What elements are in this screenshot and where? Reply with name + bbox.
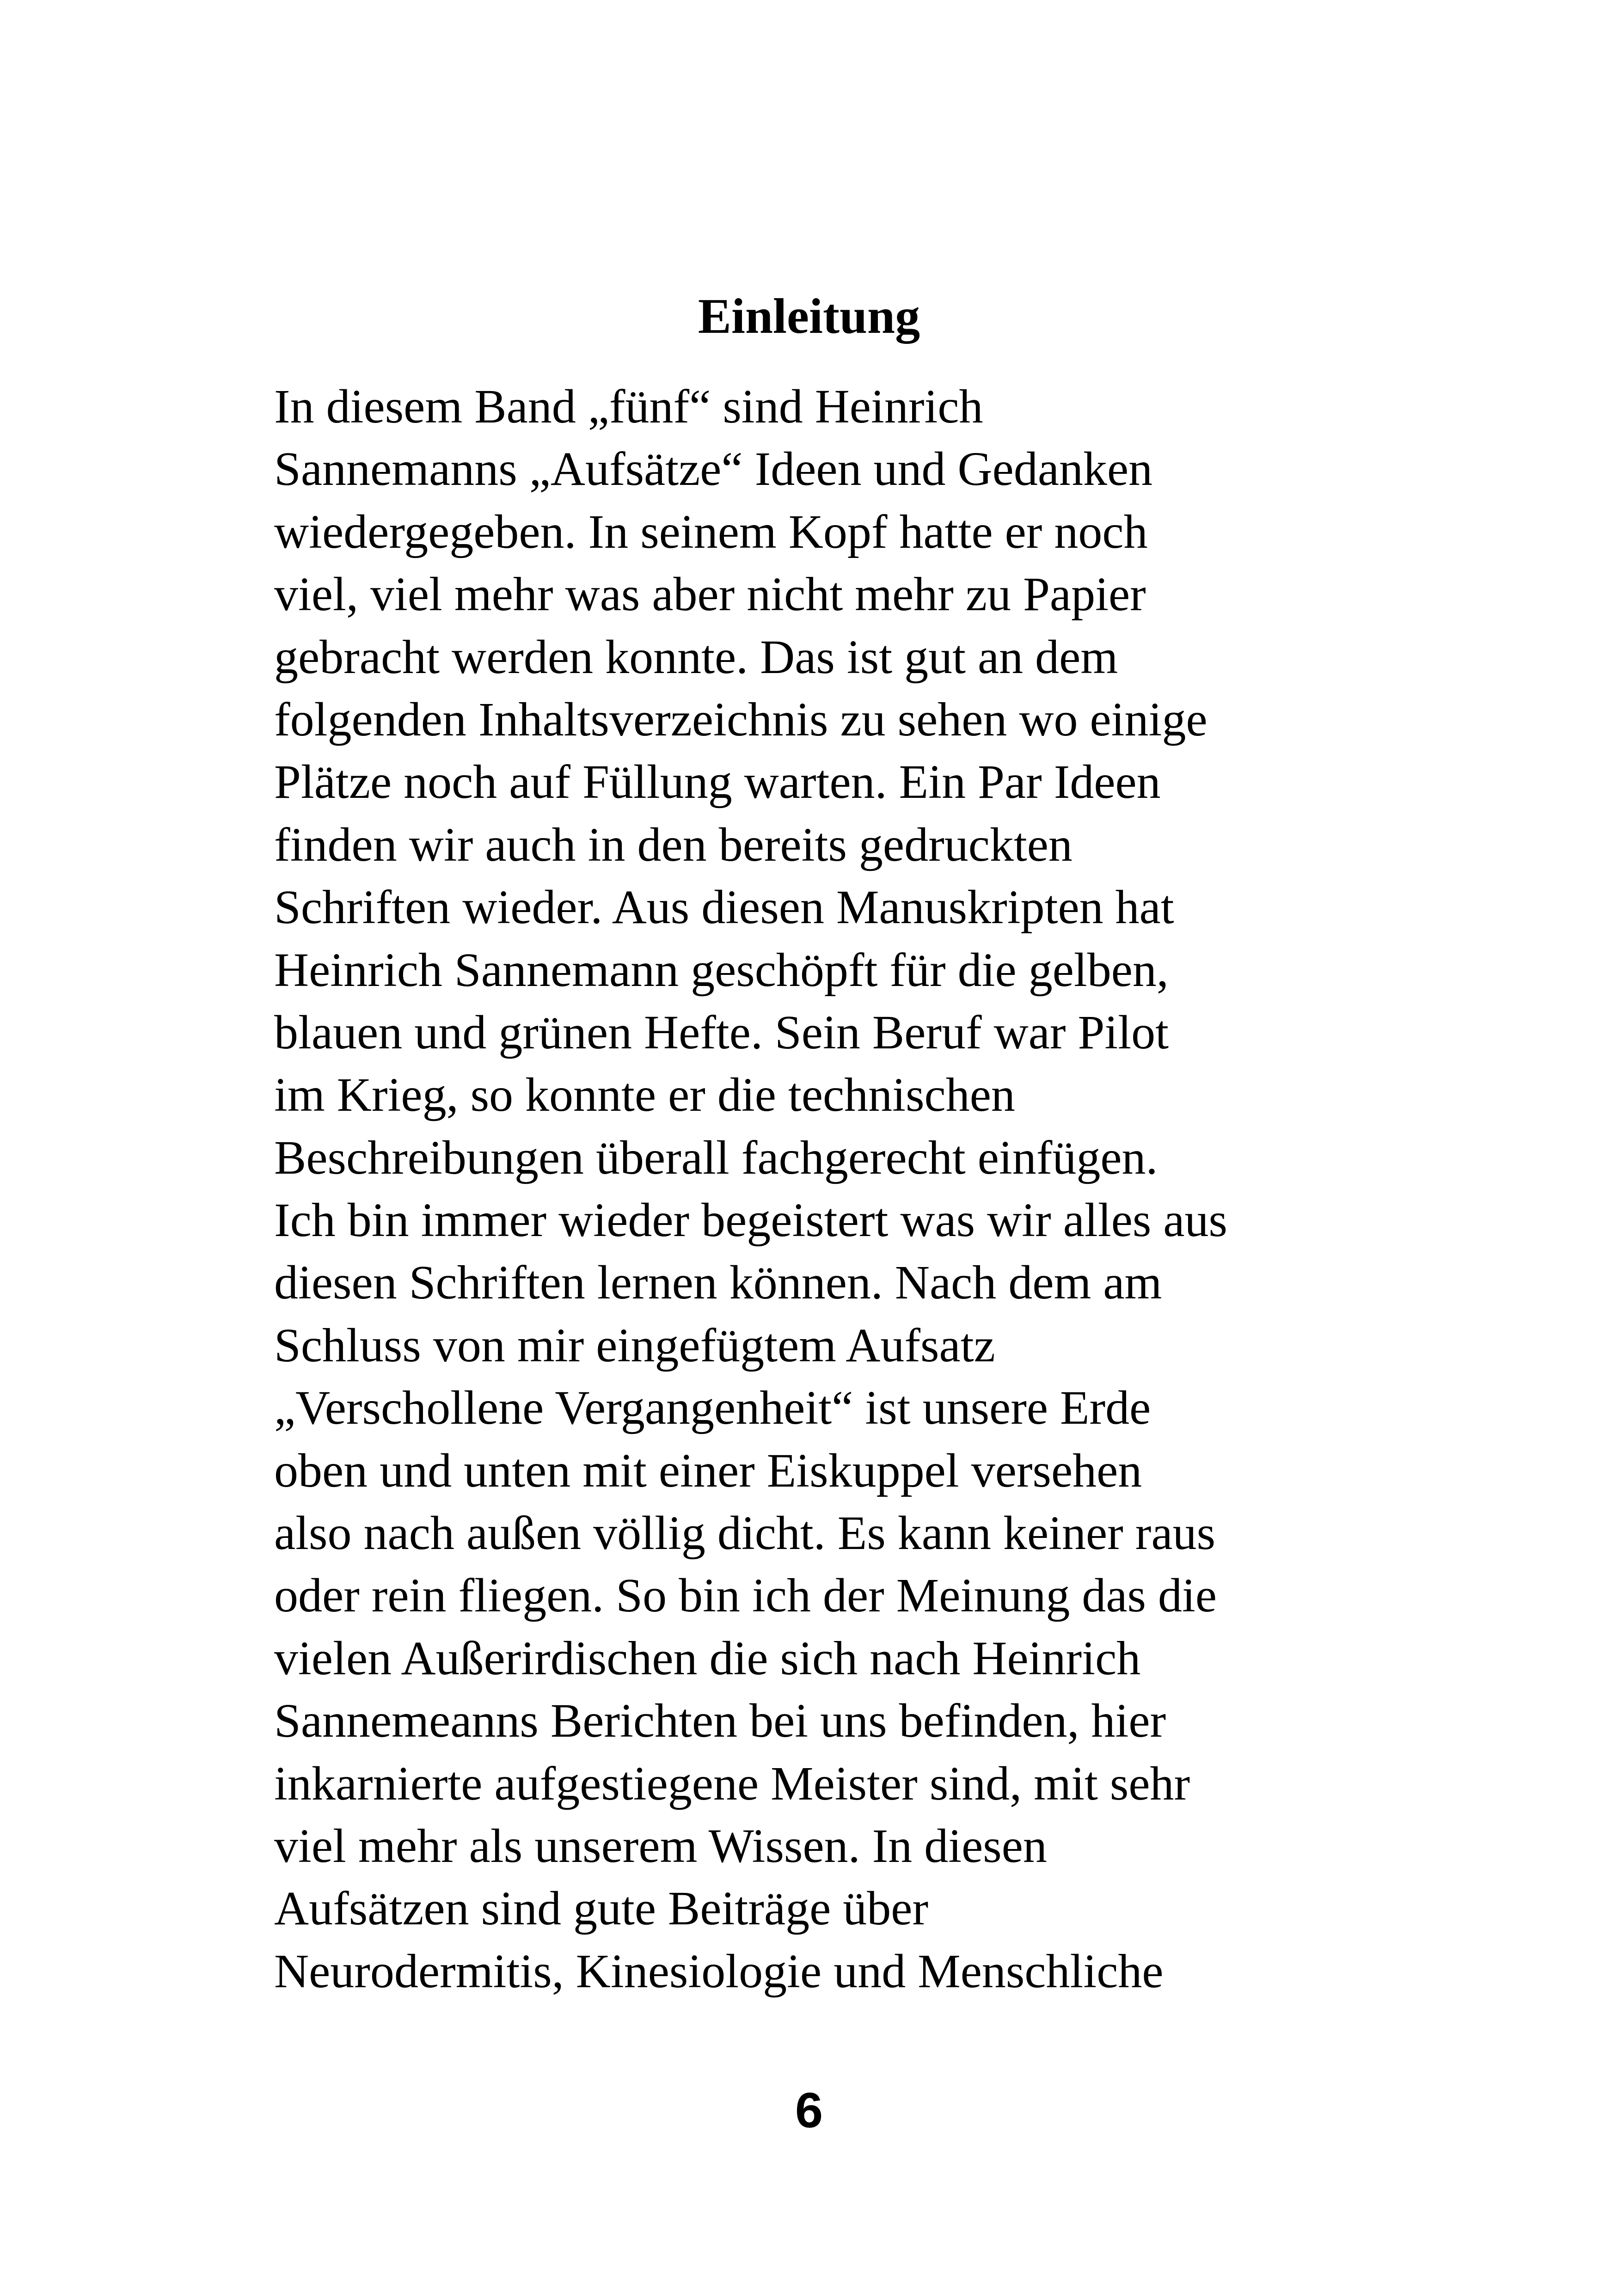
text-line: oder rein fliegen. So bin ich der Meinung das die	[274, 1569, 1217, 1623]
page-title: Einleitung	[698, 289, 920, 344]
text-line: im Krieg, so konnte er die technischen	[274, 1068, 1015, 1122]
page-number: 6	[795, 2082, 823, 2138]
text-line: finden wir auch in den bereits gedruckten	[274, 818, 1073, 871]
text-line: Plätze noch auf Füllung warten. Ein Par Ideen	[274, 755, 1161, 809]
text-line: gebracht werden konnte. Das ist gut an dem	[274, 630, 1118, 684]
text-line: diesen Schriften lernen können. Nach dem am	[274, 1256, 1162, 1310]
text-line: Beschreibungen überall fachgerecht einfügen.	[274, 1131, 1158, 1184]
text-line: viel mehr als unserem Wissen. In diesen	[274, 1819, 1047, 1873]
text-line: viel, viel mehr was aber nicht mehr zu Papier	[274, 568, 1146, 621]
text-line: Heinrich Sannemann geschöpft für die gelben,	[274, 943, 1169, 997]
text-line: In diesem Band „fünf“ sind Heinrich	[274, 380, 983, 433]
text-line: inkarnierte aufgestiegene Meister sind, mit sehr	[274, 1757, 1190, 1810]
text-line: Aufsätzen sind gute Beiträge über	[274, 1882, 929, 1935]
text-line: oben und unten mit einer Eiskuppel versehen	[274, 1444, 1142, 1497]
text-line: blauen und grünen Hefte. Sein Beruf war Pilot	[274, 1005, 1169, 1059]
text-line: Ich bin immer wieder begeistert was wir alles aus	[274, 1194, 1227, 1247]
text-line: Schluss von mir eingefügtem Aufsatz	[274, 1318, 995, 1372]
text-line: folgenden Inhaltsverzeichnis zu sehen wo einige	[274, 692, 1207, 746]
text-line: vielen Außerirdischen die sich nach Heinrich	[274, 1631, 1141, 1685]
text-line: „Verschollene Vergangenheit“ ist unsere Erde	[274, 1381, 1151, 1435]
body-paragraph	[274, 375, 1384, 2002]
text-line: Sannemanns „Aufsätze“ Ideen und Gedanken	[274, 442, 1153, 496]
text-line: wiedergegeben. In seinem Kopf hatte er noch	[274, 505, 1148, 558]
text-line: Schriften wieder. Aus diesen Manuskripten hat	[274, 881, 1174, 934]
text-line: Neurodermitis, Kinesiologie und Menschliche	[274, 1944, 1164, 1998]
text-line: Sannemeanns Berichten bei uns befinden, hier	[274, 1694, 1166, 1748]
text-line: also nach außen völlig dicht. Es kann keiner raus	[274, 1506, 1216, 1560]
